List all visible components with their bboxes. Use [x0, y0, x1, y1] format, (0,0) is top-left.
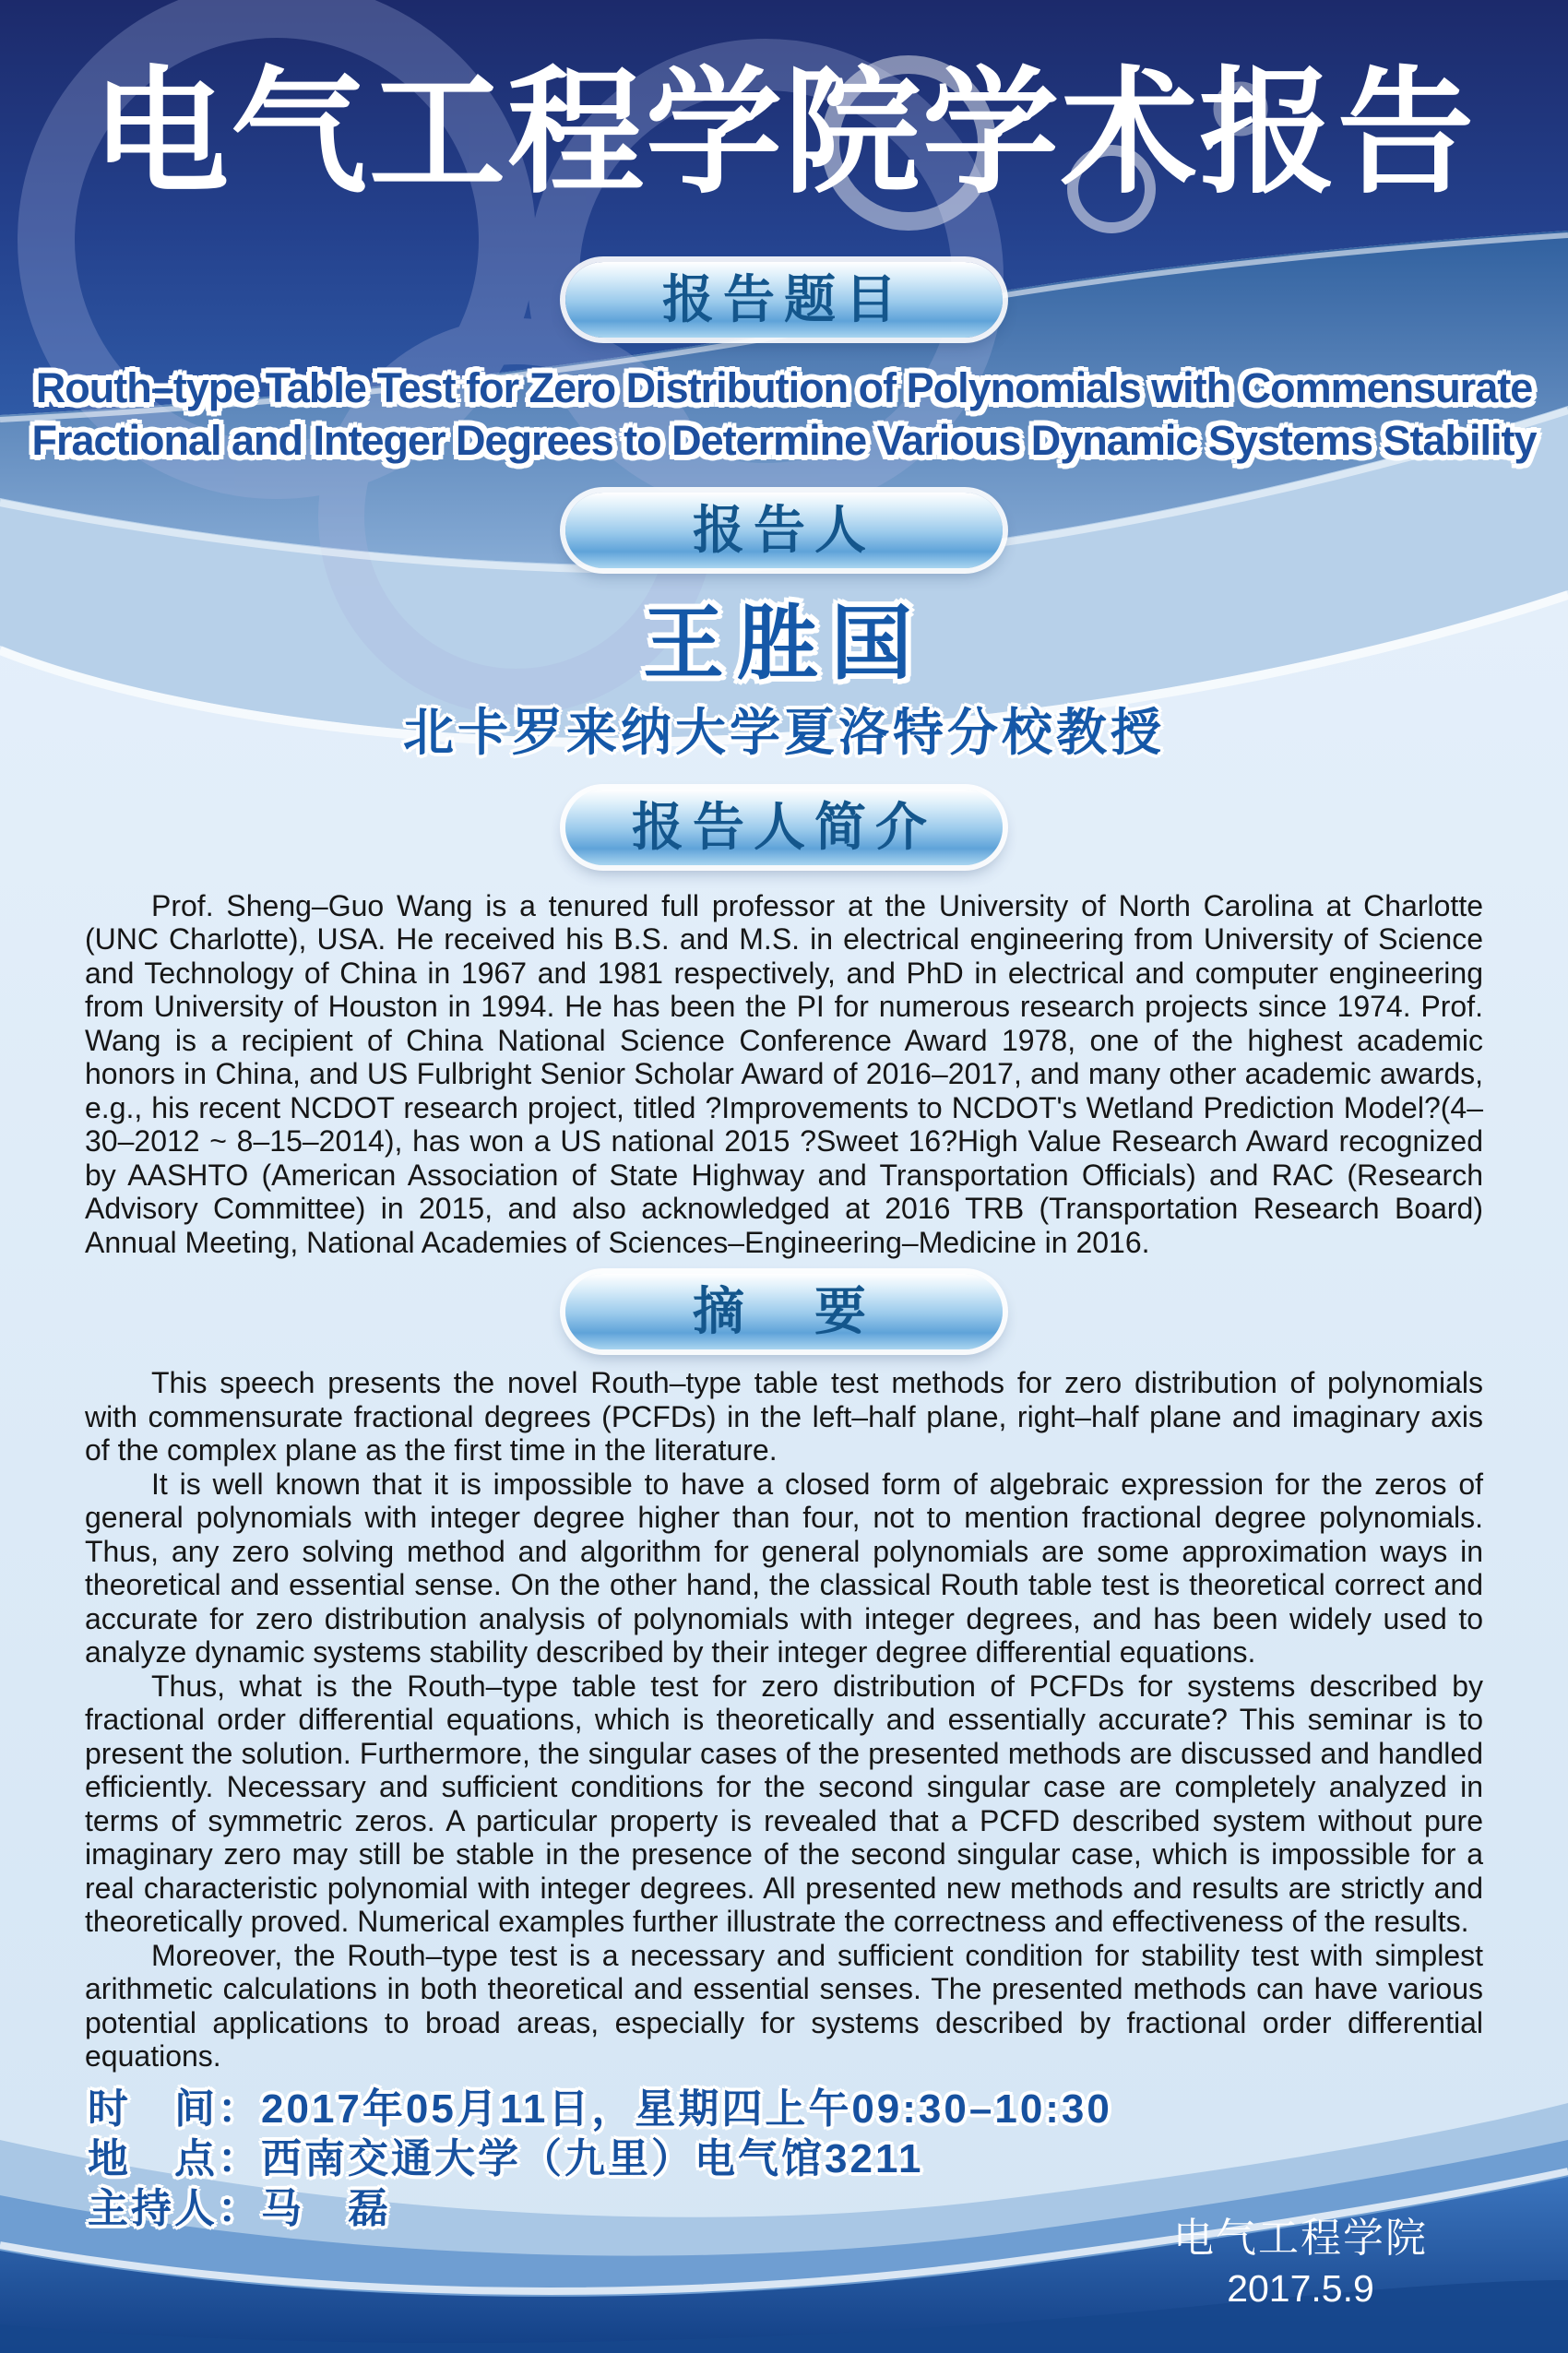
speaker-name: 王胜国 — [642, 597, 925, 689]
talk-title — [0, 362, 1568, 467]
footer-signature — [1088, 2216, 1513, 2310]
schedule-info — [88, 2085, 1568, 2234]
schedule-host-label: 主持人： — [88, 2185, 261, 2231]
schedule-venue — [88, 2134, 1568, 2184]
schedule-time — [88, 2085, 1568, 2134]
footer-date: 2017.5.9 — [1227, 2267, 1374, 2310]
footer-organization: 电气工程学院 — [1173, 2216, 1428, 2261]
talk-title-line-1: Routh–type Table Test for Zero Distribution of Polynomials with Commensurate — [35, 363, 1533, 411]
speaker-affiliation: 北卡罗来纳大学夏洛特分校教授 — [402, 703, 1165, 761]
badge-speaker-bio-label: 报告人简介 — [632, 797, 936, 856]
abstract-paragraph: Moreover, the Routh–type test is a necessary and sufficient condition for stability test with simplest arithmetic calculations in both theoretical and essential senses. The presented methods can have various potential applications to broad areas, especially for systems described by fractional order differential equations. — [85, 1938, 1483, 2074]
page-title: 电气工程学院学术报告 — [92, 57, 1476, 209]
abstract-paragraph: This speech presents the novel Routh–type table test methods for zero distribution of polynomials with commensurate fractional degrees (PCFDs) in the left–half plane, right–half plane and imaginary axis of the complex plane as the first time in the literature. — [85, 1366, 1483, 1468]
talk-title-line-2: Fractional and Integer Degrees to Determine Various Dynamic Systems Stability — [31, 416, 1537, 464]
badge-speaker-bio — [565, 790, 1003, 865]
badge-speaker-label: 报告人 — [693, 500, 875, 559]
schedule-time-value: 2017年05月11日，星期四上午09:30–10:30 — [261, 2086, 1112, 2132]
schedule-host-value: 马 磊 — [261, 2185, 391, 2231]
badge-speaker — [565, 493, 1003, 568]
badge-abstract-label: 摘 要 — [693, 1282, 875, 1341]
schedule-venue-value: 西南交通大学（九里）电气馆3211 — [261, 2135, 924, 2181]
badge-abstract — [565, 1274, 1003, 1349]
badge-report-title — [565, 262, 1003, 338]
speaker-bio-paragraph: Prof. Sheng–Guo Wang is a tenured full professor at the University of North Carolina at Charlotte (UNC Charlotte), USA. He received his B.S. and M.S. in electrical engineering from University of Science and Technology of China in 1967 and 1981 respectively, and PhD in electrical and computer engineering from University of Houston in 1994. He has been the PI for numerous research projects since 1974. Prof. Wang is a recipient of China National Science Conference Award 1978, one of the highest academic honors in China, and US Fulbright Senior Scholar Award of 2016–2017, and many other academic awards, e.g., his recent NCDOT research project, titled ?Improvements to NCDOT's Wetland Prediction Model?(4–30–2012 ~ 8–15–2014), has won a US national 2015 ?Sweet 16?High Value Research Award recognized by AASHTO (American Association of State Highway and Transportation Officials) and RAC (Research Advisory Committee) in 2015, and also acknowledged at 2016 TRB (Transportation Research Board) Annual Meeting, National Academies of Sciences–Engineering–Medicine in 2016. — [85, 888, 1483, 1259]
schedule-venue-label: 地 点： — [88, 2135, 261, 2181]
abstract-paragraph: It is well known that it is impossible to have a closed form of algebraic expression for the zeros of general polynomials with integer degree higher than four, not to mention fractional degree polynomials. Thus, any zero solving method and algorithm for general polynomials are some approximation ways in theoretical and essential sense. On the other hand, the classical Routh table test is theoretical correct and accurate for zero distribution analysis of polynomials with integer degrees, and has been widely used to analyze dynamic systems stability described by their integer degree differential equations. — [85, 1467, 1483, 1670]
abstract-paragraph: Thus, what is the Routh–type table test for zero distribution of PCFDs for systems described by fractional order differential equations, which is theoretically and essentially accurate? This seminar is to present the solution. Furthermore, the singular cases of the presented methods are discussed and handled efficiently. Necessary and sufficient conditions for the second singular case are completely analyzed in terms of symmetric zeros. A particular property is revealed that a PCFD described system without pure imaginary zero may still be stable in the presence of the second singular case, which is impossible for a real characteristic polynomial with integer degrees. All presented new methods and results are strictly and theoretically proved. Numerical examples further illustrate the correctness and effectiveness of the results. — [85, 1669, 1483, 1939]
schedule-time-label: 时 间： — [88, 2086, 261, 2132]
badge-report-title-label: 报告题目 — [662, 269, 906, 328]
